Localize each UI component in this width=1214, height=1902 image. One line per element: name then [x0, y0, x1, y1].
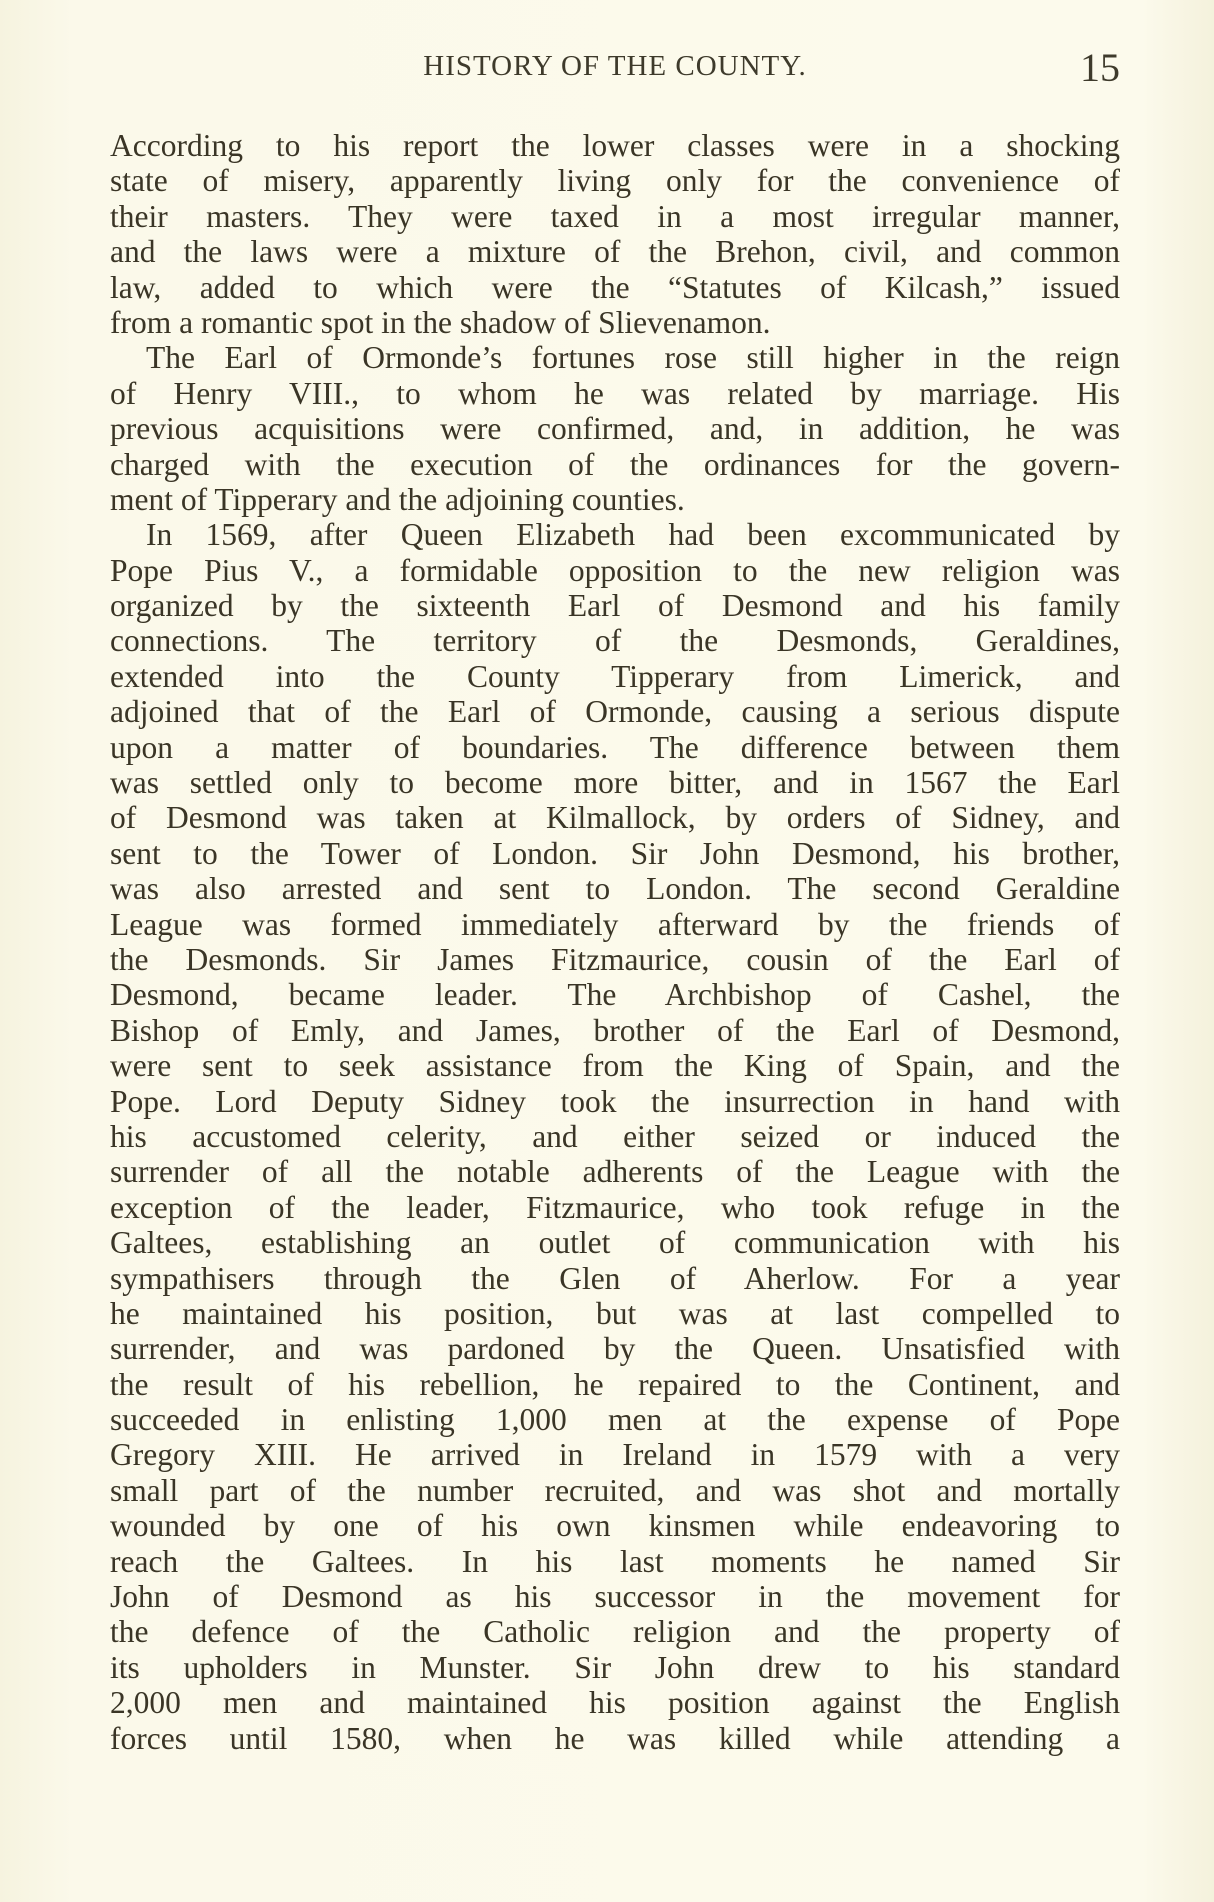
- text-line: its upholders in Munster. Sir John drew to his standard: [110, 1649, 1120, 1685]
- text-line: surrender of all the notable adherents of the League with the: [110, 1154, 1120, 1190]
- text-line: the Desmonds. Sir James Fitzmaurice, cousin of the Earl of: [110, 941, 1120, 977]
- text-line: Galtees, establishing an outlet of communication with his: [110, 1225, 1120, 1261]
- text-line: sent to the Tower of London. Sir John Desmond, his brother,: [110, 835, 1120, 871]
- text-line: connections. The territory of the Desmonds, Geraldines,: [110, 623, 1120, 659]
- text-line: In 1569, after Queen Elizabeth had been excommunicated by: [146, 517, 1120, 553]
- text-line: of Desmond was taken at Kilmallock, by orders of Sidney, and: [110, 800, 1120, 836]
- text-line: Bishop of Emly, and James, brother of the Earl of Desmond,: [110, 1012, 1120, 1048]
- page-number: 15: [1080, 45, 1120, 90]
- text-line: his accustomed celerity, and either seized or induced the: [110, 1118, 1120, 1154]
- text-line: from a romantic spot in the shadow of Slievenamon.: [110, 304, 771, 340]
- text-line: exception of the leader, Fitzmaurice, who took refuge in the: [110, 1189, 1120, 1225]
- paragraph: [110, 128, 1120, 340]
- paragraph: [110, 340, 1120, 517]
- text-line: ment of Tipperary and the adjoining counties.: [110, 481, 685, 517]
- text-line: their masters. They were taxed in a most irregular manner,: [110, 198, 1120, 234]
- text-line: upon a matter of boundaries. The difference between them: [110, 729, 1120, 765]
- text-line: were sent to seek assistance from the King of Spain, and the: [110, 1048, 1120, 1084]
- text-line: reach the Galtees. In his last moments he named Sir: [110, 1543, 1120, 1579]
- text-line: sympathisers through the Glen of Aherlow. For a year: [110, 1260, 1120, 1296]
- text-line: John of Desmond as his successor in the movement for: [110, 1579, 1120, 1615]
- text-line: charged with the execution of the ordinances for the govern-: [110, 446, 1120, 482]
- text-line: League was formed immediately afterward by the friends of: [110, 906, 1120, 942]
- text-line: Desmond, became leader. The Archbishop of Cashel, the: [110, 977, 1120, 1013]
- text-line: Pope. Lord Deputy Sidney took the insurrection in hand with: [110, 1083, 1120, 1119]
- text-line: the result of his rebellion, he repaired to the Continent, and: [110, 1366, 1120, 1402]
- text-line: Gregory XIII. He arrived in Ireland in 1579 with a very: [110, 1437, 1120, 1473]
- text-line: extended into the County Tipperary from Limerick, and: [110, 658, 1120, 694]
- text-line: surrender, and was pardoned by the Queen. Unsatisfied with: [110, 1331, 1120, 1367]
- text-line: was also arrested and sent to London. The second Geraldine: [110, 871, 1120, 907]
- paragraph: [110, 517, 1120, 1756]
- text-line: and the laws were a mixture of the Brehon, civil, and common: [110, 234, 1120, 270]
- text-line: law, added to which were the “Statutes of Kilcash,” issued: [110, 269, 1120, 305]
- text-line: was settled only to become more bitter, and in 1567 the Earl: [110, 765, 1120, 801]
- running-title: HISTORY OF THE COUNTY.: [423, 50, 807, 82]
- text-line: the defence of the Catholic religion and the property of: [110, 1614, 1120, 1650]
- text-line: previous acquisitions were confirmed, and, in addition, he was: [110, 411, 1120, 447]
- text-line: he maintained his position, but was at last compelled to: [110, 1295, 1120, 1331]
- text-line: small part of the number recruited, and was shot and mortally: [110, 1472, 1120, 1508]
- text-line: The Earl of Ormonde’s fortunes rose still higher in the reign: [146, 340, 1120, 376]
- body-text: [110, 128, 1120, 1756]
- text-line: 2,000 men and maintained his position against the English: [110, 1685, 1120, 1721]
- text-line: wounded by one of his own kinsmen while endeavoring to: [110, 1508, 1120, 1544]
- text-line: According to his report the lower classes were in a shocking: [110, 128, 1120, 163]
- text-line: succeeded in enlisting 1,000 men at the expense of Pope: [110, 1402, 1120, 1438]
- text-line: state of misery, apparently living only for the convenience of: [110, 163, 1120, 199]
- text-line: organized by the sixteenth Earl of Desmond and his family: [110, 588, 1120, 624]
- text-line: of Henry VIII., to whom he was related by marriage. His: [110, 375, 1120, 411]
- page-header: [110, 44, 1120, 96]
- text-line: forces until 1580, when he was killed while attending a: [110, 1720, 1120, 1756]
- text-line: Pope Pius V., a formidable opposition to the new religion was: [110, 552, 1120, 588]
- text-line: adjoined that of the Earl of Ormonde, causing a serious dispute: [110, 694, 1120, 730]
